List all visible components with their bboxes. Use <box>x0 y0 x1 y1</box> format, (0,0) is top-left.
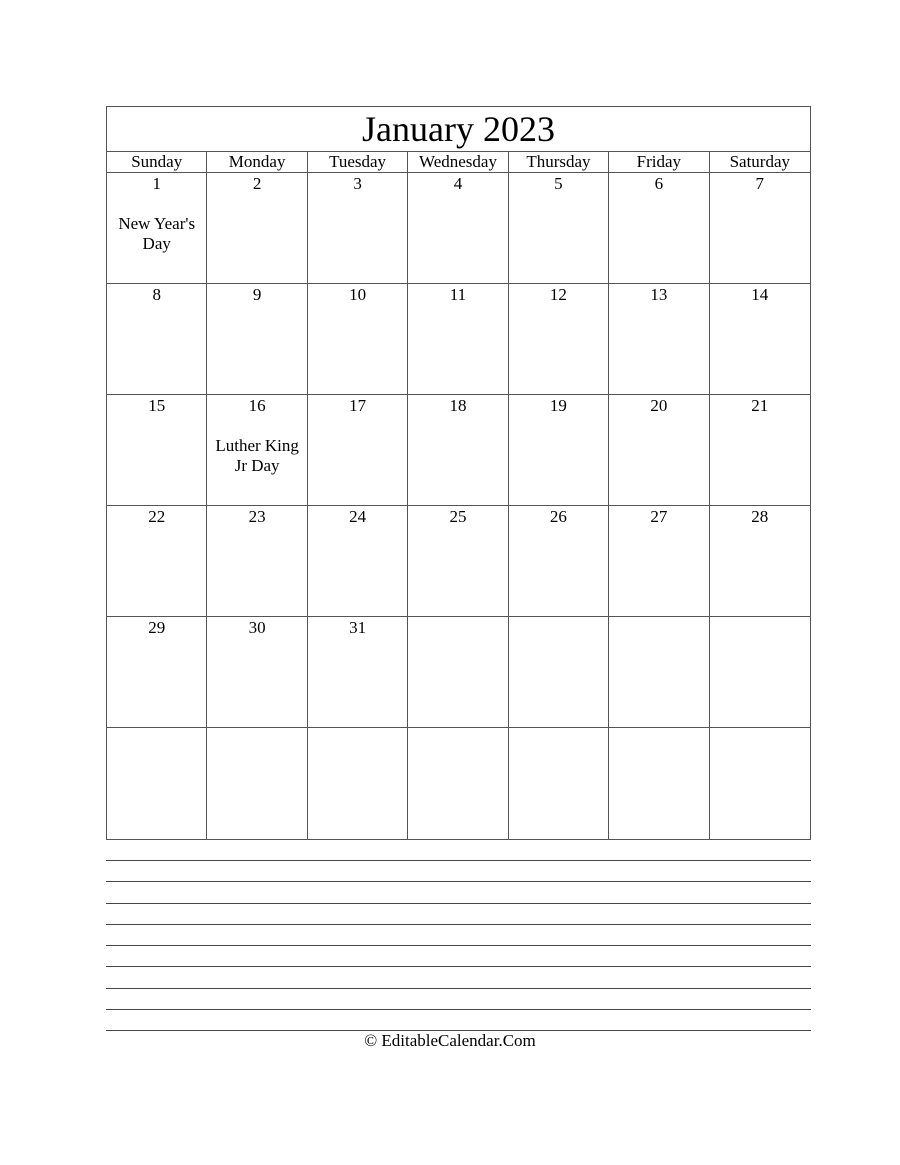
day-number <box>710 618 810 638</box>
day-cell <box>710 617 810 728</box>
day-cell <box>308 284 408 395</box>
day-number <box>509 729 608 749</box>
calendar <box>106 106 811 840</box>
holiday-label: New Year's Day <box>118 214 196 253</box>
day-number: 3 <box>353 174 362 193</box>
day-number: 30 <box>248 618 266 637</box>
day-number <box>408 618 507 638</box>
day-number: 24 <box>349 507 367 526</box>
day-cell <box>107 173 207 284</box>
day-cell <box>710 173 810 284</box>
day-number: 29 <box>148 618 166 637</box>
day-cell <box>207 506 307 617</box>
day-number: 23 <box>248 507 266 526</box>
day-cell <box>207 617 307 728</box>
weekday-header-monday: Monday <box>207 152 307 172</box>
weekday-header-sunday: Sunday <box>107 152 207 172</box>
day-number: 15 <box>148 396 166 415</box>
day-number: 17 <box>349 396 367 415</box>
day-number: 13 <box>650 285 668 304</box>
day-cell <box>609 395 709 506</box>
note-line <box>106 988 811 1009</box>
calendar-grid <box>107 173 810 839</box>
day-cell <box>609 284 709 395</box>
day-cell <box>408 173 508 284</box>
note-line <box>106 903 811 924</box>
day-number <box>609 618 708 638</box>
day-cell <box>509 728 609 839</box>
day-number: 28 <box>751 507 769 526</box>
day-cell <box>408 395 508 506</box>
day-number: 25 <box>449 507 467 526</box>
day-number: 7 <box>755 174 765 193</box>
day-cell <box>509 506 609 617</box>
day-cell <box>107 506 207 617</box>
day-number: 5 <box>554 174 563 193</box>
day-number: 2 <box>252 174 262 193</box>
day-number <box>609 729 708 749</box>
weekday-header-row <box>107 152 810 173</box>
day-cell <box>207 728 307 839</box>
weekday-header-thursday: Thursday <box>509 152 609 172</box>
day-cell <box>609 506 709 617</box>
day-number <box>710 729 810 749</box>
day-number: 11 <box>449 285 467 304</box>
day-cell <box>609 173 709 284</box>
day-number: 16 <box>248 396 266 415</box>
day-cell <box>308 617 408 728</box>
footer-credit: © EditableCalendar.Com <box>364 1031 536 1050</box>
weekday-header-friday: Friday <box>609 152 709 172</box>
day-number: 10 <box>349 285 367 304</box>
day-cell <box>609 617 709 728</box>
day-cell <box>107 617 207 728</box>
day-cell <box>509 395 609 506</box>
day-cell <box>408 728 508 839</box>
note-line <box>106 881 811 902</box>
day-cell <box>609 728 709 839</box>
day-cell <box>308 506 408 617</box>
holiday-label: Luther King Jr Day <box>215 436 299 475</box>
day-number: 1 <box>152 174 161 193</box>
day-number <box>509 618 608 638</box>
day-number: 4 <box>453 174 463 193</box>
day-number: 14 <box>751 285 769 304</box>
weekday-header-tuesday: Tuesday <box>308 152 408 172</box>
day-number <box>408 729 507 749</box>
day-number: 20 <box>650 396 668 415</box>
day-cell <box>207 395 307 506</box>
notes-area <box>106 860 811 1052</box>
day-cell <box>408 284 508 395</box>
day-cell <box>509 173 609 284</box>
day-cell <box>710 284 810 395</box>
day-cell <box>107 728 207 839</box>
day-cell <box>308 728 408 839</box>
day-cell <box>308 395 408 506</box>
day-cell <box>710 506 810 617</box>
day-cell <box>408 506 508 617</box>
day-number: 18 <box>449 396 467 415</box>
calendar-title: January 2023 <box>107 107 810 152</box>
day-cell <box>207 284 307 395</box>
day-number: 12 <box>549 285 567 304</box>
day-number: 21 <box>751 396 769 415</box>
day-number: 27 <box>650 507 668 526</box>
day-number <box>107 729 206 749</box>
day-number: 31 <box>349 618 367 637</box>
day-cell <box>710 728 810 839</box>
day-cell <box>509 617 609 728</box>
day-number: 22 <box>148 507 166 526</box>
day-number <box>207 729 306 749</box>
day-number: 9 <box>252 285 262 304</box>
day-number: 8 <box>152 285 161 304</box>
day-cell <box>710 395 810 506</box>
weekday-header-saturday: Saturday <box>729 152 790 171</box>
note-line <box>106 945 811 966</box>
note-line <box>106 924 811 945</box>
day-number: 26 <box>549 507 567 526</box>
day-cell <box>107 284 207 395</box>
note-line <box>106 860 811 881</box>
day-number: 6 <box>654 174 664 193</box>
day-cell <box>509 284 609 395</box>
day-number: 19 <box>549 396 567 415</box>
day-cell <box>408 617 508 728</box>
day-cell <box>308 173 408 284</box>
day-cell <box>107 395 207 506</box>
note-line <box>106 966 811 987</box>
note-line <box>106 1009 811 1030</box>
day-cell <box>207 173 307 284</box>
day-number <box>308 729 407 749</box>
weekday-header-wednesday: Wednesday <box>408 152 508 172</box>
